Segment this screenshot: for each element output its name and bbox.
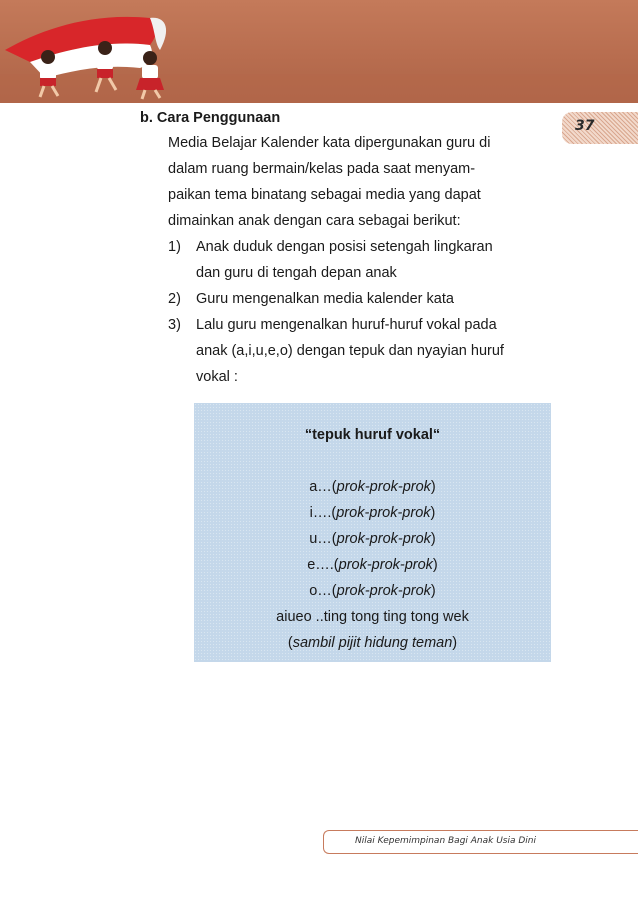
list-item-number: 2) (168, 291, 181, 307)
poem-line: o…(prok-prok-prok) (309, 583, 436, 599)
section-heading: b. Cara Penggunaan (140, 110, 281, 126)
list-item (168, 286, 554, 312)
list-item (168, 312, 554, 390)
poem-line: i….(prok-prok-prok) (309, 505, 436, 521)
steps-list (168, 234, 554, 390)
paragraph-line: dalam ruang bermain/kelas pada saat menyam- (168, 161, 476, 177)
list-item-line: Anak duduk dengan posisi setengah lingkaran (196, 239, 493, 255)
page-number: 37 (575, 118, 595, 134)
list-item-line: Lalu guru mengenalkan huruf-huruf vokal pada (196, 317, 497, 333)
poem-line: u…(prok-prok-prok) (309, 531, 436, 547)
poem-line: e….(prok-prok-prok) (307, 557, 438, 573)
poem-box (194, 403, 551, 662)
poem-chant: aiueo ..ting tong ting tong wek (276, 609, 469, 625)
list-item-line: Guru mengenalkan media kalender kata (196, 291, 454, 307)
poem-title: “tepuk huruf vokal“ (304, 427, 441, 443)
list-item (168, 234, 554, 286)
page-header-banner (0, 0, 638, 103)
intro-paragraph (168, 130, 554, 234)
paragraph-line: dimainkan anak dengan cara sebagai berikut: (168, 213, 461, 229)
list-item-number: 3) (168, 317, 181, 333)
page-number-tab (562, 112, 638, 144)
main-content (140, 108, 554, 390)
list-item-number: 1) (168, 239, 181, 255)
list-item-line: anak (a,i,u,e,o) dengan tepuk dan nyayian huruf (196, 343, 504, 359)
poem-closing: (sambil pijit hidung teman) (287, 635, 458, 651)
children-carrying-red-white-flag-illustration (0, 0, 240, 103)
paragraph-line: paikan tema binatang sebagai media yang dapat (168, 187, 481, 203)
poem-line: a…(prok-prok-prok) (309, 479, 436, 495)
list-item-line: dan guru di tengah depan anak (196, 265, 397, 281)
list-item-line: vokal : (196, 369, 238, 385)
footer-book-title: Nilai Kepemimpinan Bagi Anak Usia Dini (355, 836, 537, 846)
paragraph-line: Media Belajar Kalender kata dipergunakan guru di (168, 135, 491, 151)
